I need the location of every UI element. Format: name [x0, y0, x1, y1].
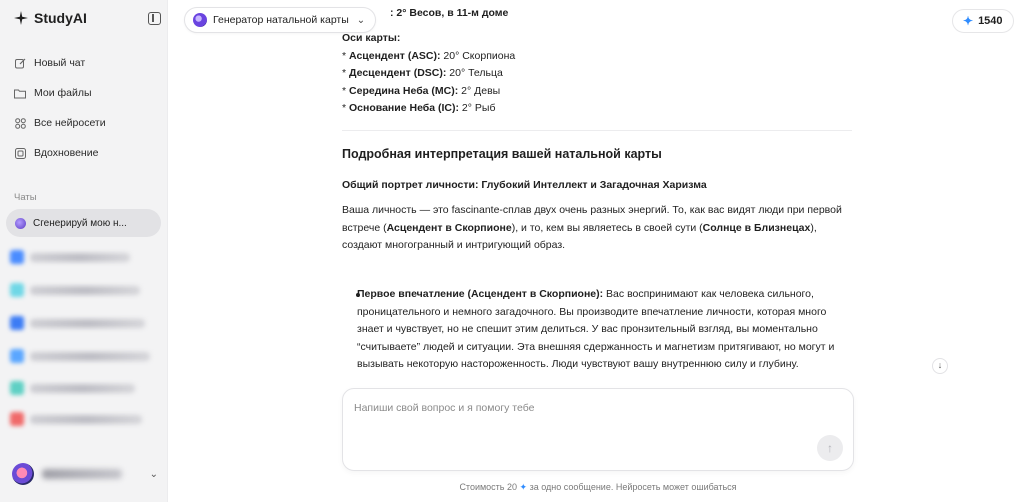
sparkle-icon: ✦ [519, 482, 528, 492]
axis-mc: * Середина Неба (MC): 2° Девы [342, 85, 501, 97]
credits-count: 1540 [978, 15, 1003, 27]
chat-item-blurred[interactable] [10, 316, 145, 330]
chat-item-blurred[interactable] [10, 250, 130, 264]
model-icon [193, 13, 207, 27]
message-composer [342, 388, 854, 471]
chat-item-blurred[interactable] [10, 381, 135, 395]
chat-item-blurred[interactable] [10, 412, 142, 426]
user-name-blurred [42, 469, 122, 479]
section-heading: Подробная интерпретация вашей натальной карты [342, 147, 662, 161]
arrow-up-icon: ↑ [827, 441, 833, 455]
send-button[interactable] [817, 435, 843, 461]
chat-model-icon [15, 218, 26, 229]
nav-all-models[interactable] [8, 108, 160, 138]
nav-label: Мои файлы [34, 87, 92, 99]
sidebar-nav [8, 48, 160, 168]
partial-line: : 2° Весов, в 11-м доме [390, 7, 509, 19]
chat-item-active[interactable] [6, 209, 161, 237]
nav-label: Все нейросети [34, 117, 106, 129]
brand[interactable] [14, 10, 87, 26]
intro-paragraph: Ваша личность — это fascinante-сплав двух очень разных энергий. То, как вас видят люди при первой встрече (Асцендент в Скорпионе), и то, кем вы являетесь в своей сути (Солнце в Близнецах), создают многогранный и интригующий образ. [342, 204, 842, 251]
chat-title: Сгенерируй мою н... [33, 217, 127, 229]
divider [342, 130, 852, 131]
chat-item-blurred[interactable] [10, 349, 150, 363]
grid-icon [14, 117, 26, 129]
sidebar [0, 0, 168, 502]
avatar [12, 463, 34, 485]
nav-label: Вдохновение [34, 147, 99, 159]
nav-new-chat[interactable] [8, 48, 160, 78]
image-icon [14, 147, 26, 159]
section-subheading: Общий портрет личности: Глубокий Интеллект и Загадочная Харизма [342, 179, 707, 191]
user-menu[interactable] [12, 462, 158, 486]
message-input[interactable] [354, 402, 824, 442]
nav-my-files[interactable] [8, 78, 160, 108]
model-name: Генератор натальной карты [213, 14, 349, 26]
axes-title: Оси карты: [342, 32, 401, 44]
credits-badge[interactable] [952, 9, 1014, 33]
axis-dsc: * Десцендент (DSC): 20° Тельца [342, 67, 503, 79]
bullet-paragraph: Первое впечатление (Асцендент в Скорпионе): Вас воспринимают как человека сильного, проницательного и немного загадочного. Вы производите впечатление личности, которая много знает и чувствует, но не спешит этим делиться. У вас пронзительный взгляд, вы моментально “считываете” людей и ситуации. Эта внешняя сдержанность и магнетизм притягивают, но могут и вызывать некоторую настороженность. Люди чувствуют вашу внутреннюю силу и глубину. [357, 288, 835, 370]
folder-icon [14, 87, 26, 99]
app-name: StudyAI [34, 10, 87, 26]
nav-inspiration[interactable] [8, 138, 160, 168]
axis-asc: * Асцендент (ASC): 20° Скорпиона [342, 50, 516, 62]
arrow-down-icon: ↓ [937, 360, 943, 371]
axis-ic: * Основание Неба (IC): 2° Рыб [342, 102, 496, 114]
sparkle-icon: ✦ [963, 14, 974, 28]
footer-note: Стоимость 20 ✦ за одно сообщение. Нейросеть может ошибаться [459, 482, 737, 492]
sparkle-logo-icon [14, 11, 28, 25]
scroll-down-button[interactable] [932, 358, 948, 374]
collapse-sidebar-icon[interactable] [148, 12, 161, 25]
nav-label: Новый чат [34, 57, 86, 69]
edit-icon [14, 57, 26, 69]
chats-section-label: Чаты [14, 192, 37, 203]
chevron-down-icon: ⌄ [356, 14, 366, 26]
chevron-down-icon: ⌄ [149, 468, 158, 480]
chat-item-blurred[interactable] [10, 283, 140, 297]
